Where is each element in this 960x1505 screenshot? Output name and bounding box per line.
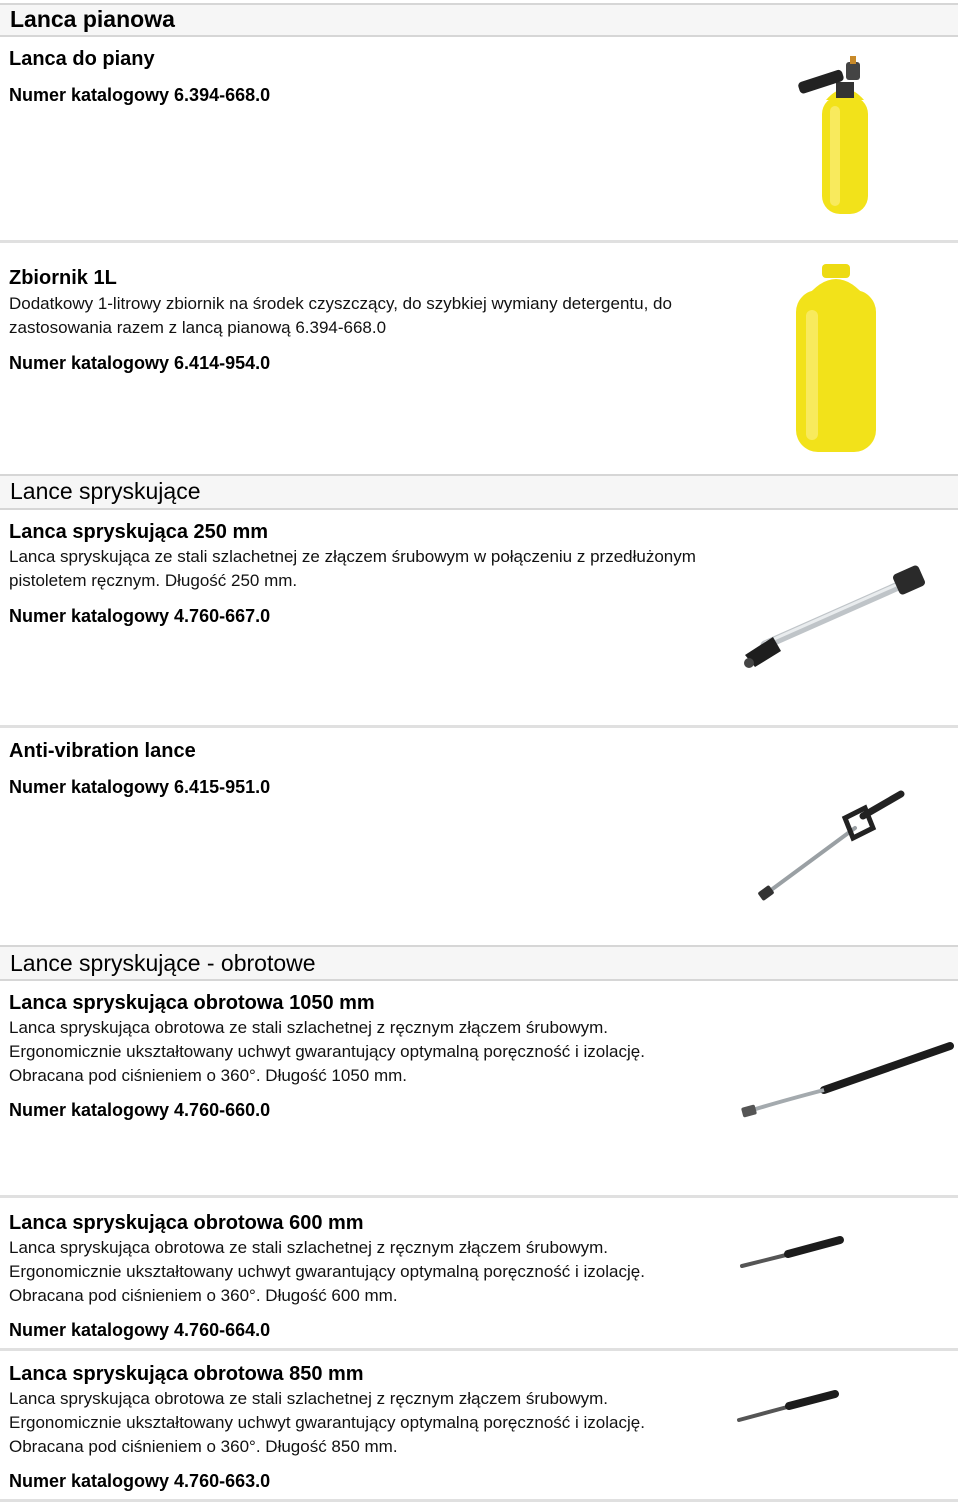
catalog-number: Numer katalogowy 4.760-660.0 [9,1100,271,1120]
catalog-number: Numer katalogowy 4.760-663.0 [9,1471,271,1491]
section-title-foam: Lanca pianowa [10,6,175,32]
catalog-number: Numer katalogowy 6.394-668.0 [9,85,271,105]
product-description: Dodatkowy 1-litrowy zbiornik na środek czyszczący, do szybkiej wymiany detergentu, do zastosowania razem z lancą pianową 6.394-668.0 [9,294,672,337]
product-name: Lanca spryskująca 250 mm [9,521,269,543]
product-description: Lanca spryskująca obrotowa ze stali szlachetnej z ręcznym złączem śrubowym. Ergonomicznie ukształtowany uchwyt gwarantujący optymalną poręczność i izolację. Obracana pod ciśnieniem o 360°. Długość 850 mm. [9,1389,645,1456]
divider [0,725,958,728]
spray-lance-image [735,565,935,675]
section-title-spray: Lance spryskujące [10,478,201,504]
anti-vibration-lance-image [755,788,915,908]
foam-lance-image [790,56,900,216]
divider [0,1195,958,1198]
product-name: Lanca spryskująca obrotowa 850 mm [9,1363,364,1385]
divider [0,1348,958,1351]
product-name: Anti-vibration lance [9,740,196,762]
product-description: Lanca spryskująca obrotowa ze stali szlachetnej z ręcznym złączem śrubowym. Ergonomicznie ukształtowany uchwyt gwarantujący optymalną poręczność i izolację. Obracana pod ciśnieniem o 360°. Długość 1050 mm. [9,1018,645,1085]
product-name: Lanca spryskująca obrotowa 1050 mm [9,992,375,1014]
product-name: Lanca spryskująca obrotowa 600 mm [9,1212,364,1234]
divider [0,240,958,243]
product-description: Lanca spryskująca ze stali szlachetnej ze złączem śrubowym w połączeniu z przedłużonym pistoletem ręcznym. Długość 250 mm. [9,547,696,590]
rotary-lance-image [735,1384,845,1429]
detergent-tank-image [792,260,882,455]
catalog-number: Numer katalogowy 6.414-954.0 [9,353,271,373]
catalog-number: Numer katalogowy 4.760-664.0 [9,1320,271,1340]
rotary-lance-image [738,1040,958,1140]
divider [0,1499,958,1502]
catalog-number: Numer katalogowy 4.760-667.0 [9,606,271,626]
catalog-number: Numer katalogowy 6.415-951.0 [9,777,271,797]
product-name: Lanca do piany [9,48,155,70]
product-name: Zbiornik 1L [9,267,117,289]
product-description: Lanca spryskująca obrotowa ze stali szlachetnej z ręcznym złączem śrubowym. Ergonomicznie ukształtowany uchwyt gwarantujący optymalną poręczność i izolację. Obracana pod ciśnieniem o 360°. Długość 600 mm. [9,1238,645,1305]
section-title-rotary: Lance spryskujące - obrotowe [10,950,316,976]
rotary-lance-image [738,1232,848,1277]
